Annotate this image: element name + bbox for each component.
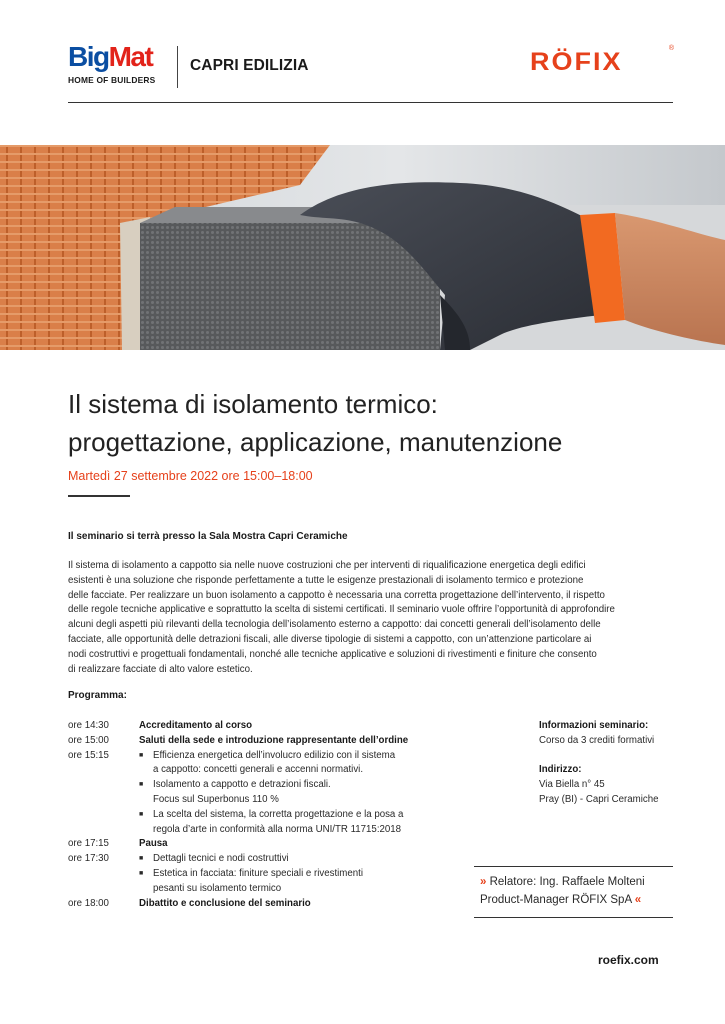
intro-line: esistenti è una soluzione che risponde perfettamente a tutte le esigenze prestazionali di isolamento termico e protezione: [68, 574, 584, 586]
schedule-time: ore 17:30: [68, 853, 109, 865]
program-heading: Programma:: [68, 690, 127, 701]
intro-line: di realizzare facciate di alto valore estetico.: [68, 663, 253, 675]
schedule-time: ore 15:00: [68, 734, 109, 746]
schedule-time: ore 14:30: [68, 720, 109, 731]
schedule-item: Saluti della sede e introduzione rappresentante dell’ordine: [139, 734, 409, 746]
title-line-1: Il sistema di isolamento termico:: [68, 389, 438, 419]
bullet-item: [139, 867, 488, 897]
bullet-text: pesanti su isolamento termico: [153, 882, 282, 894]
bullet-square-icon: ■: [139, 751, 144, 759]
bigmat-word-big: Big: [68, 41, 109, 72]
schedule-row: [68, 852, 488, 896]
roefix-wordmark: RÖFIX: [530, 48, 623, 76]
bullet-item: [139, 852, 488, 867]
header-rule: [68, 102, 673, 103]
bullet-item: [139, 808, 488, 838]
address-label: Indirizzo:: [539, 764, 582, 776]
intro-line: facciate, alle opportunità delle detrazioni fiscali, alle diverse tipologie di sistemi a cappotto, con un’attenzione particolare ai: [68, 633, 592, 645]
schedule-row: [68, 734, 488, 749]
intro-paragraph: [68, 559, 668, 677]
hero-photo: [0, 145, 725, 350]
bigmat-word-mat: Mat: [108, 41, 153, 72]
bigmat-tagline: HOME OF BUILDERS: [68, 75, 156, 85]
roefix-logo: [530, 45, 676, 80]
bullet-text: Estetica in facciata: finiture speciali e rivestimenti: [153, 867, 363, 879]
info-value: Corso da 3 crediti formativi: [539, 734, 655, 746]
bullet-square-icon: ■: [139, 855, 144, 863]
page-title: [68, 385, 688, 461]
schedule-item: Accreditamento al corso: [139, 720, 253, 731]
intro-line: nodi costruttivi e progettuali fondamentali, nonché alle tecniche applicative e soluzioni di rivestimenti e finiture che consento: [68, 648, 597, 660]
seminar-info: [539, 719, 699, 808]
bullet-text: a cappotto: concetti generali e accenni normativi.: [153, 764, 364, 776]
open-quote-icon: »: [480, 876, 487, 888]
intro-line: delle facciate. Per realizzare un buon isolamento a cappotto è necessaria una corretta progettazione dell’intervento, il rispetto: [68, 589, 605, 601]
address-line: Via Biella n° 45: [539, 779, 605, 791]
bullet-item: [139, 778, 488, 808]
schedule-item: Dibattito e conclusione del seminario: [139, 897, 311, 909]
schedule-time: ore 15:15: [68, 749, 109, 761]
registered-mark: ®: [668, 45, 674, 52]
schedule-row: [68, 897, 488, 912]
schedule-time: ore 18:00: [68, 897, 109, 909]
intro-line: alcuni degli aspetti più rilevanti della tecnologia dell’isolamento esterno a cappotto: dai concetti generali dell’isolamento delle: [68, 619, 601, 631]
bullet-item: [139, 749, 488, 779]
bullet-text: Efficienza energetica dell’involucro edilizio con il sistema: [153, 749, 396, 761]
speaker-name: Relatore: Ing. Raffaele Molteni: [489, 876, 645, 888]
address-line: Pray (BI) - Capri Ceramiche: [539, 793, 659, 805]
info-label: Informazioni seminario:: [539, 720, 649, 731]
bullet-text: La scelta del sistema, la corretta progettazione e la posa a: [153, 808, 404, 820]
schedule-row: [68, 837, 488, 852]
bullet-text: regola d’arte in conformità alla norma UNI/TR 11715:2018: [153, 823, 402, 835]
header-divider: [177, 46, 178, 88]
program-schedule: [68, 719, 488, 911]
venue-text: Il seminario si terrà presso la Sala Mostra Capri Ceramiche: [68, 531, 348, 542]
event-date: Martedì 27 settembre 2022 ore 15:00–18:00: [68, 469, 313, 483]
intro-line: delle regole tecniche applicative e soprattutto la scelta di sistemi certificati. Il seminario vuole offrire l’opportunità di approfondire: [68, 604, 615, 616]
schedule-time: ore 17:15: [68, 838, 109, 850]
intro-line: Il sistema di isolamento a cappotto sia nelle nuove costruzioni che per interventi di riqualificazione energetica degli edifici: [68, 560, 586, 571]
bullet-text: Focus sul Superbonus 110 %: [153, 793, 279, 805]
schedule-row: [68, 749, 488, 838]
schedule-row: [68, 719, 488, 734]
dealer-name: CAPRI EDILIZIA: [190, 57, 309, 74]
bullet-square-icon: ■: [139, 781, 144, 789]
schedule-sublist: [139, 852, 488, 896]
speaker-box: [474, 866, 673, 918]
hero-illustration: [0, 145, 725, 350]
footer-url[interactable]: roefix.com: [598, 953, 659, 967]
speaker-role: Product-Manager RÖFIX SpA: [480, 894, 632, 906]
schedule-sublist: [139, 749, 488, 838]
title-line-2: progettazione, applicazione, manutenzione: [68, 427, 563, 457]
bullet-square-icon: ■: [139, 869, 144, 877]
bigmat-logo: [68, 41, 168, 90]
schedule-item: Pausa: [139, 838, 168, 850]
close-quote-icon: «: [634, 894, 642, 906]
bullet-square-icon: ■: [139, 810, 144, 818]
bullet-text: Dettagli tecnici e nodi costruttivi: [153, 853, 289, 865]
bullet-text: Isolamento a cappotto e detrazioni fiscali.: [153, 779, 331, 791]
title-rule: [68, 495, 130, 497]
